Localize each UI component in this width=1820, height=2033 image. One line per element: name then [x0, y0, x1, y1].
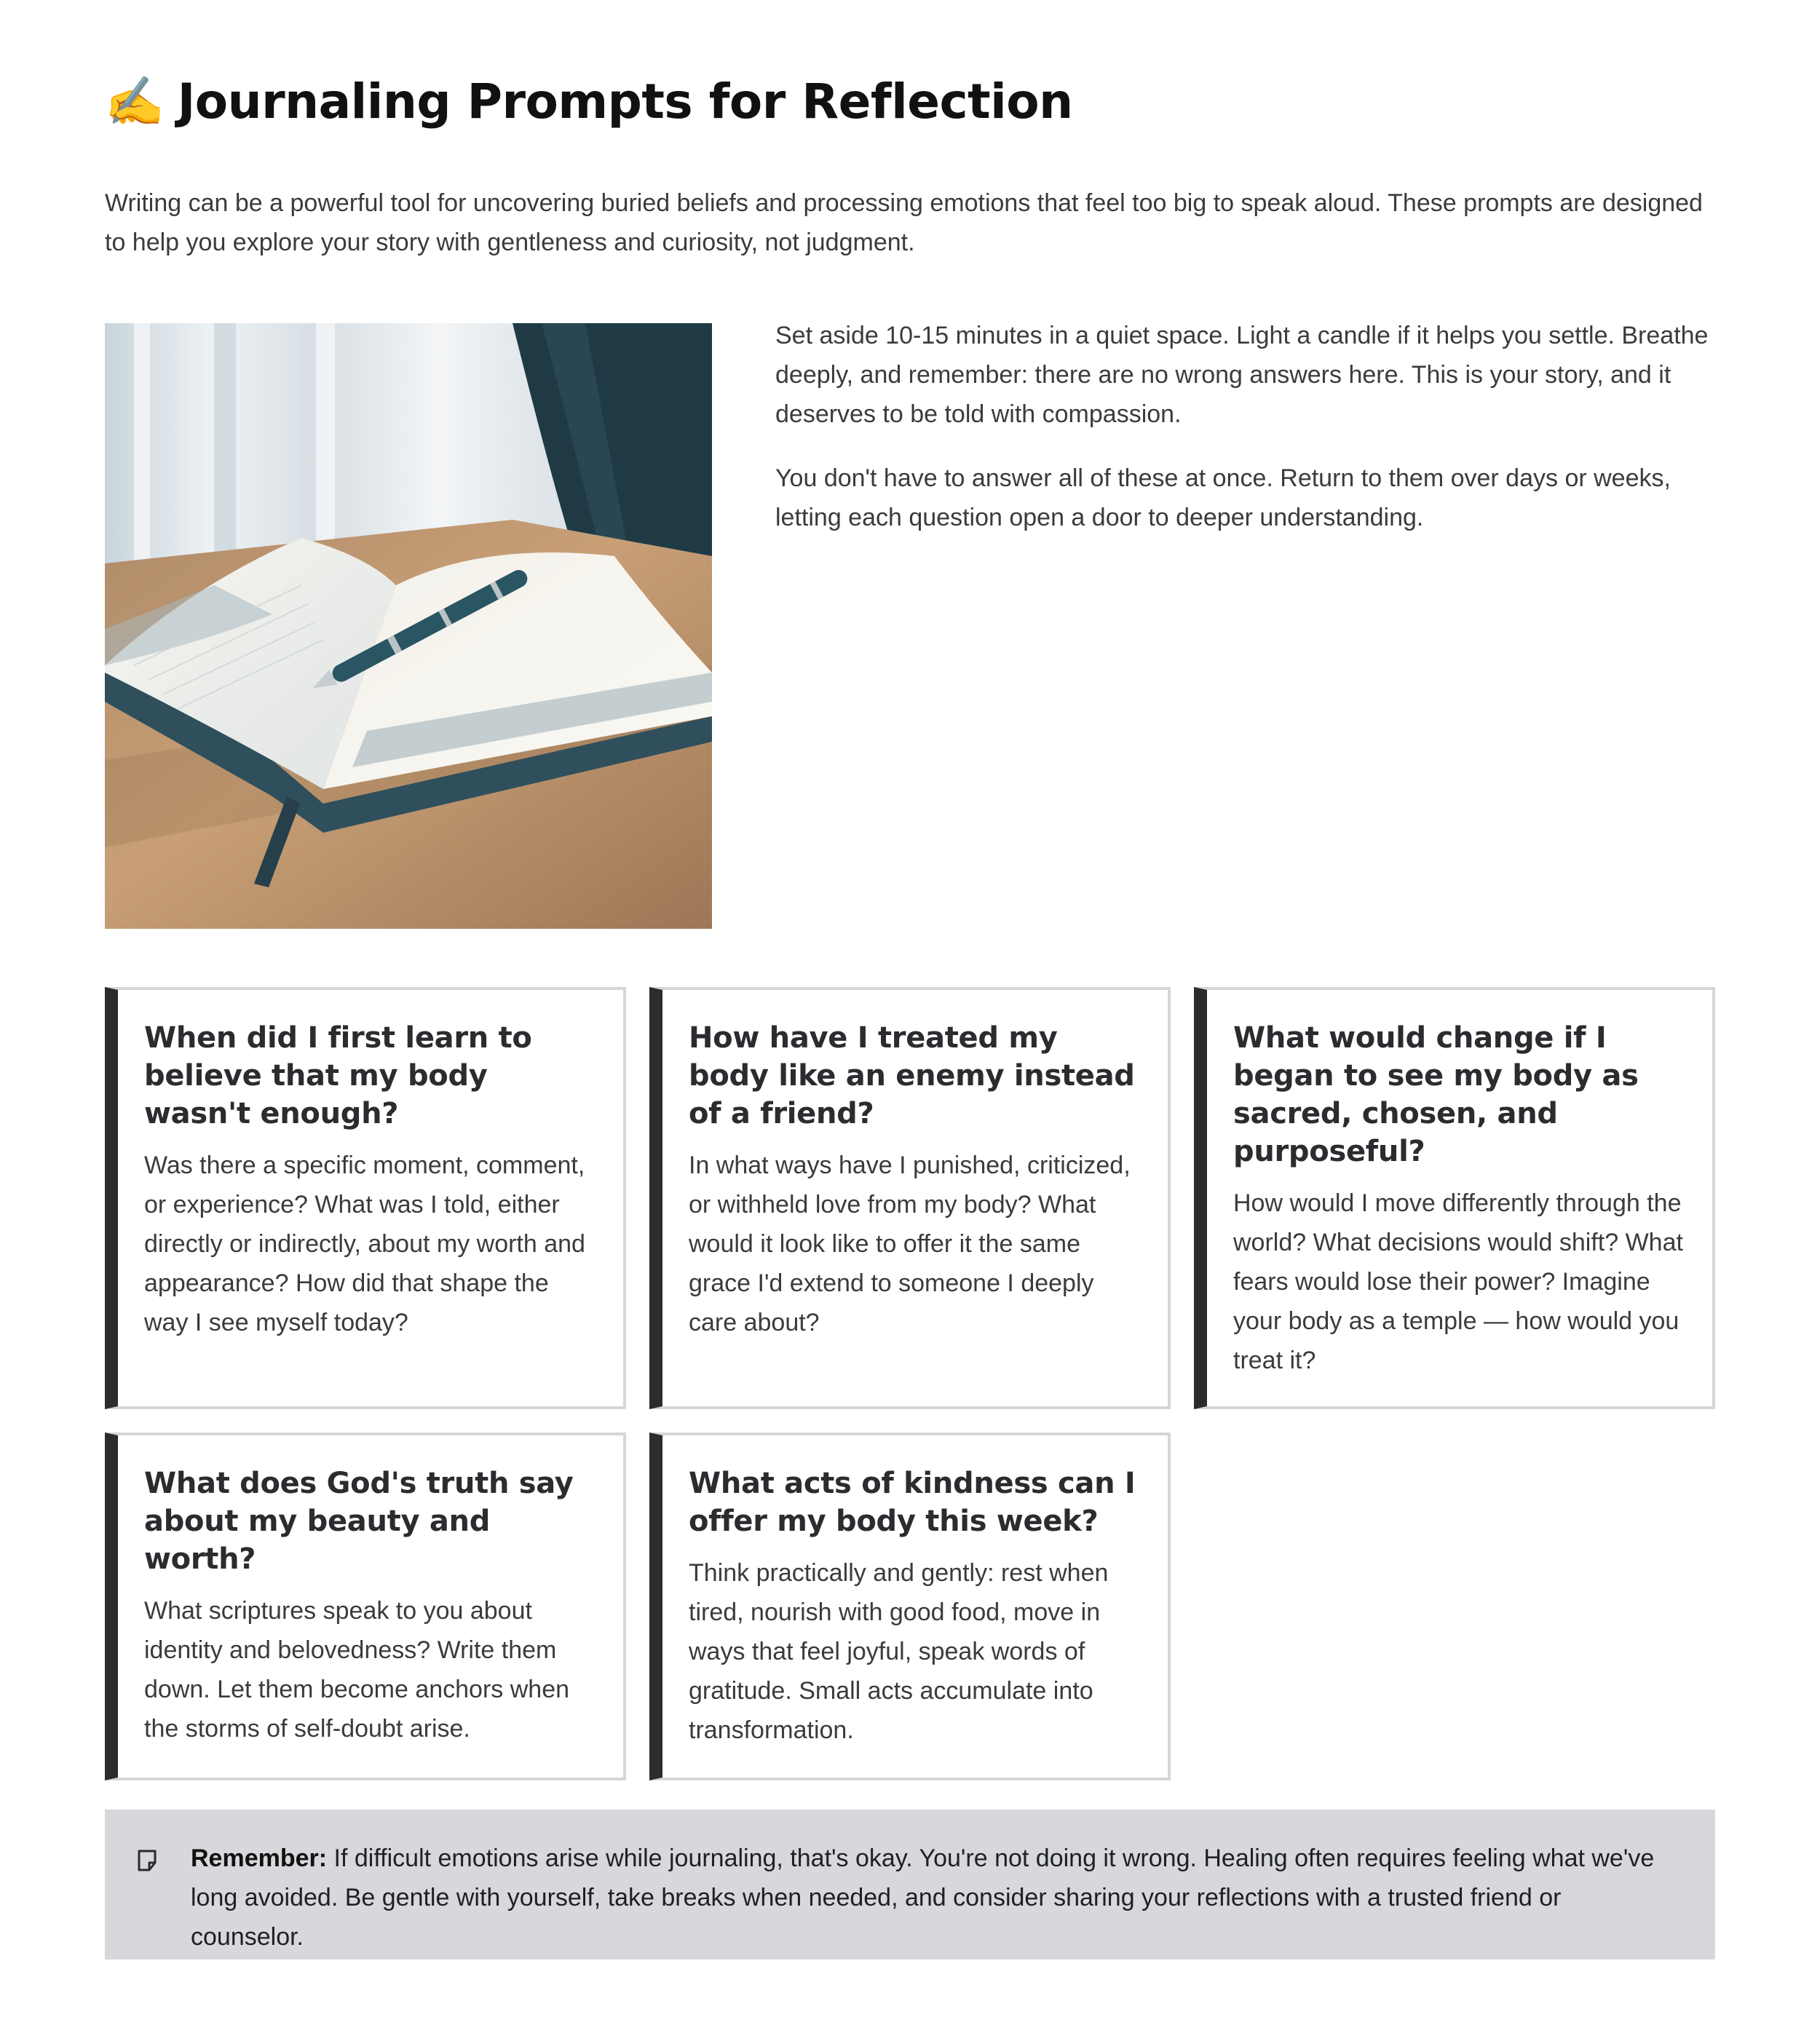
- prompt-card-5: [649, 1432, 1171, 1780]
- prompt-question: What would change if I began to see my body as sacred, chosen, and purposeful?: [1233, 1021, 1639, 1168]
- note-text: [191, 1839, 1679, 1957]
- prompt-body: In what ways have I punished, criticized, or withheld love from my body? What would it look like to offer it the same grace I'd extend to someone I deeply care about?: [689, 1152, 1131, 1336]
- prompt-card-3: [1194, 987, 1715, 1409]
- note-body: If difficult emotions arise while journaling, that's okay. You're not doing it wrong. Healing often requires feeling what we've long avoided. Be gentle with yourself, take breaks when needed, and consider sharing your reflections with a trusted friend or counselor.: [191, 1844, 1655, 1951]
- note-icon: [135, 1849, 159, 1872]
- hero-paragraph-2: You don't have to answer all of these at once. Return to them over days or weeks, letting each question open a door to deeper understanding.: [775, 464, 1671, 531]
- prompt-body: What scriptures speak to you about identity and belovedness? Write them down. Let them become anchors when the storms of self-doubt arise.: [144, 1597, 570, 1743]
- prompt-question: When did I first learn to believe that my body wasn't enough?: [144, 1021, 532, 1130]
- prompt-question: What acts of kindness can I offer my body this week?: [689, 1467, 1136, 1538]
- note-label: Remember:: [191, 1844, 328, 1872]
- prompt-question: What does God's truth say about my beauty and worth?: [144, 1467, 574, 1576]
- prompt-question: How have I treated my body like an enemy instead of a friend?: [689, 1021, 1135, 1130]
- page-title-text: Journaling Prompts for Reflection: [177, 74, 1073, 130]
- hero-paragraph-1: Set aside 10-15 minutes in a quiet space. Light a candle if it helps you settle. Breathe deeply, and remember: there are no wrong answers here. This is your story, and it deserves to be told with compassion.: [775, 322, 1709, 428]
- prompt-body: Was there a specific moment, comment, or experience? What was I told, either directly or indirectly, about my worth and appearance? How did that shape the way I see myself today?: [144, 1152, 585, 1336]
- prompt-card-4: [105, 1432, 626, 1780]
- page-title: [105, 67, 1073, 137]
- journal-photo: [105, 323, 712, 929]
- prompt-card-2: [649, 987, 1171, 1409]
- prompt-card-1: [105, 987, 626, 1409]
- writing-hand-emoji: ✍️: [105, 74, 165, 130]
- prompt-body: Think practically and gently: rest when tired, nourish with good food, move in ways that feel joyful, speak words of gratitude. Small acts accumulate into transformation.: [689, 1559, 1109, 1744]
- prompt-body: How would I move differently through the world? What decisions would shift? What fears would lose their power? Imagine your body as a temple — how would you treat it?: [1233, 1189, 1683, 1374]
- remember-note: [105, 1810, 1715, 1959]
- intro-paragraph: Writing can be a powerful tool for uncovering buried beliefs and processing emotions that feel too big to speak aloud. These prompts are designed to help you explore your story with gentleness and curiosity, not judgment.: [105, 189, 1703, 256]
- hero-text: [775, 316, 1715, 562]
